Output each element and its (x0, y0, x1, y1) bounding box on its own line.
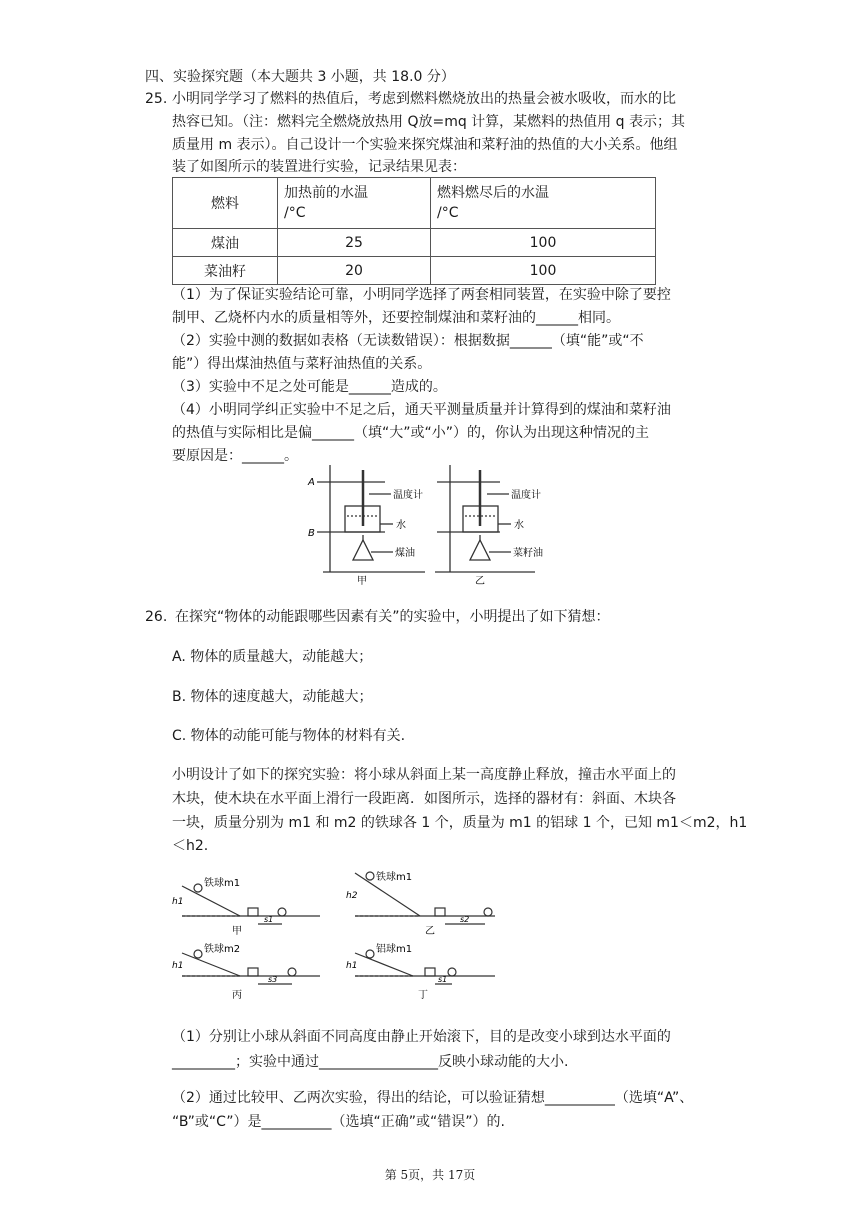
table-cell-after: 100 (431, 257, 656, 285)
fig-label-kerosene: 煤油 (395, 548, 415, 559)
fig-label-a: A (308, 477, 315, 488)
q26-design-line: 小明设计了如下的探究实验：将小球从斜面上某一高度静止释放，撞击水平面上的 (172, 767, 676, 783)
q25-part-line: （4）小明同学纠正实验中不足之后，通天平测量质量并计算得到的煤油和菜籽油 (172, 402, 671, 418)
q26-design-line: 木块，使木块在水平面上滑行一段距离．如图所示，选择的器材有：斜面、木块各 (172, 791, 676, 807)
q26-design-line: 一块，质量分别为 m1 和 m2 的铁球各 1 个，质量为 m1 的铝球 1 个，已知 m1＜m2，h1 (172, 815, 748, 831)
fig-label-water: 水 (396, 520, 406, 531)
q26-design-line: ＜h2. (172, 838, 209, 854)
q25-intro-line: 装了如图所示的装置进行实验，记录结果见表： (172, 159, 466, 175)
q26-guess-c: C. 物体的动能可能与物体的材料有关. (172, 728, 406, 744)
fig-caption: 丙 (232, 990, 242, 1001)
fig-ball-label: 铝球m1 (376, 944, 413, 955)
table-cell-after: 100 (431, 229, 656, 257)
fig-caption: 丁 (418, 990, 428, 1001)
fig-label-thermometer: 温度计 (393, 490, 423, 501)
table-header-before-label: 加热前的水温 (284, 185, 368, 201)
fig-label-b: B (308, 528, 315, 539)
fig-label-rapeseed-oil: 菜籽油 (513, 548, 543, 559)
q26-intro: 在探究“物体的动能跟哪些因素有关”的实验中，小明提出了如下猜想： (175, 609, 610, 625)
fig-ball-label: 铁球m1 (204, 878, 241, 889)
q25-part-line: （1）为了保证实验结论可靠，小明同学选择了两套相同装置，在实验中除了要控 (172, 287, 671, 303)
table-cell-before: 20 (278, 257, 431, 285)
fig-label-thermometer: 温度计 (511, 490, 541, 501)
fig-caption-yi: 乙 (475, 576, 485, 585)
q25-intro-line: 热容已知。（注：燃料完全燃烧放热用 Q放=mq 计算，某燃料的热值用 q 表示；其 (172, 114, 685, 130)
q26-number: 26. (145, 609, 168, 625)
fig-distance-label: s1 (438, 975, 448, 984)
q26-q2-line: （2）通过比较甲、乙两次实验，得出的结论，可以验证猜想__________（选填“A”、 (172, 1090, 694, 1106)
fig-caption: 甲 (232, 926, 242, 937)
table-row (173, 229, 656, 257)
q26-inclined-plane-figure (170, 868, 500, 1008)
q25-intro-line: 小明同学学习了燃料的热值后，考虑到燃料燃烧放出的热量会被水吸收，而水的比 (172, 91, 676, 107)
fig-distance-label: s1 (264, 915, 274, 924)
table-header-before-unit: /°C (284, 205, 306, 221)
table-row (173, 257, 656, 285)
q25-part-line: （2）实验中测的数据如表格（无读数错误）：根据数据______（填“能”或“不 (172, 333, 644, 349)
q25-part-line: 能”）得出煤油热值与菜籽油热值的关系。 (172, 356, 432, 372)
q25-part-line: （3）实验中不足之处可能是______造成的。 (172, 379, 447, 395)
q25-part-line: 要原因是：______。 (172, 448, 298, 464)
fig-distance-label: s2 (460, 915, 470, 924)
table-header-after-unit: /°C (437, 205, 459, 221)
q25-apparatus-figure (305, 460, 560, 585)
q25-part-line: 的热值与实际相比是偏______（填“大”或“小”）的，你认为出现这种情况的主 (172, 425, 650, 441)
q26-q1-line: _________；实验中通过_________________反映小球动能的大小. (172, 1054, 569, 1070)
table-header-row (173, 178, 656, 229)
table-cell-fuel: 菜油籽 (173, 257, 278, 285)
q26-q2-line: “B”或“C”）是__________（选填“正确”或“错误”）的. (172, 1114, 505, 1130)
fig-ball-label: 铁球m1 (376, 872, 413, 883)
q26-guess-b: B. 物体的速度越大，动能越大； (172, 689, 373, 705)
q25-number: 25. (145, 91, 168, 107)
table-header-before (278, 178, 431, 229)
table-cell-fuel: 煤油 (173, 229, 278, 257)
section-title: 四、实验探究题（本大题共 3 小题，共 18.0 分） (145, 69, 455, 85)
fig-height-label: h2 (346, 891, 358, 901)
fig-label-water: 水 (514, 520, 524, 531)
fig-caption-jia: 甲 (357, 576, 367, 585)
fig-caption: 乙 (425, 926, 435, 937)
fig-height-label: h1 (346, 961, 358, 971)
q25-part-line: 制甲、乙烧杯内水的质量相等外，还要控制煤油和菜籽油的______相同。 (172, 310, 620, 326)
q25-data-table (172, 177, 656, 285)
q26-guess-a: A. 物体的质量越大，动能越大； (172, 649, 373, 665)
q25-intro-line: 质量用 m 表示）。自己设计一个实验来探究煤油和菜籽油的热值的大小关系。他组 (172, 137, 678, 153)
fig-height-label: h1 (172, 897, 184, 907)
table-header-after-label: 燃料燃尽后的水温 (437, 185, 549, 201)
fig-ball-label: 铁球m2 (204, 944, 241, 955)
q26-q1-line: （1）分别让小球从斜面不同高度由静止开始滚下，目的是改变小球到达水平面的 (172, 1029, 671, 1045)
table-cell-before: 25 (278, 229, 431, 257)
fig-distance-label: s3 (268, 975, 278, 984)
table-header-after (431, 178, 656, 229)
table-header-fuel: 燃料 (173, 178, 278, 229)
fig-height-label: h1 (172, 961, 184, 971)
page-footer: 第 5页，共 17页 (384, 1168, 476, 1182)
